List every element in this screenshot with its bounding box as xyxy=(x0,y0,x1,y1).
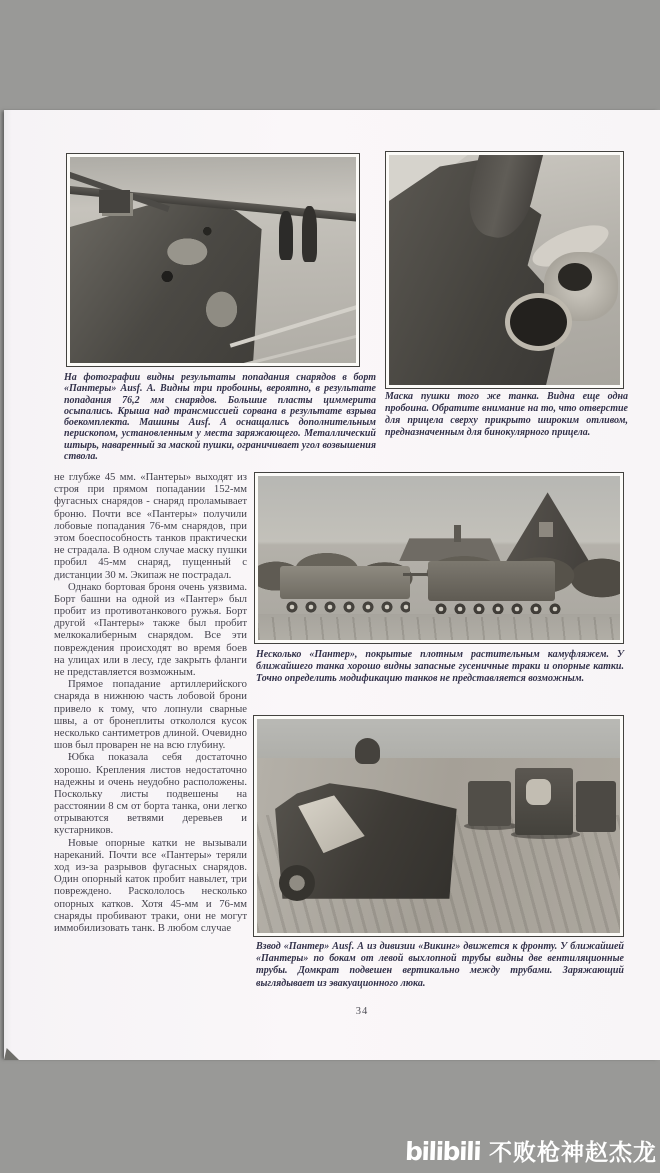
caption-top-right-photo: Маска пушки того же танка. Видна еще одна пробоина. Обратите внимание на то, что отверстие для прицела сверху прикрыто широким отливом, предназначенным для бинокулярного прицела. xyxy=(385,391,628,438)
photo-camouflaged-panthers-image xyxy=(258,476,620,640)
body-paragraph: не глубже 45 мм. «Пантеры» выходят из строя при прямом попадании 152-мм фугасных снарядов - снаряд проламывает броню. Почти все «Пантеры» получили лобовые попадания 76-мм снарядов, при этом боеспособность танков практически не страдала. В одном случае маску пушки пробил 45-мм снаряд, пущенный с дистанции 30 м. Экипаж не пострадал. xyxy=(54,471,247,581)
caption-middle-photo: Несколько «Пантер», покрытые плотным растительным камуфляжем. У ближайшего танка хорошо видны запасные гусеничные траки и опорные катки. Точно определить модификацию танков не представляется возможным. xyxy=(256,649,624,685)
photo-art-shell-hole xyxy=(505,293,573,351)
body-paragraph: Новые опорные катки не вызывали нареканий. Почти все «Пантеры» теряли ход из-за разрывов фугасных снарядов. Один опорный каток пробит навылет, три повреждено. Раскололось несколько опорных катков. Хотя 45-мм и 76-мм снаряды пробивают траки, они не могут иммобилизовать танк. В любом случае xyxy=(54,836,247,934)
photo-art-column-tank xyxy=(576,781,616,832)
photo-art-light-patch xyxy=(526,779,551,805)
page-number: 34 xyxy=(355,1006,369,1017)
watermark xyxy=(405,1134,657,1167)
photo-art-road-ruts xyxy=(258,617,620,640)
body-paragraph: Прямое попадание артиллерийского снаряда в нижнюю часть лобовой брони привело к тому, что лопнули сварные швы, а от бронеплиты откололся кусок несколько сантиметров длиной. Очевидно шов был проварен не на всю глубину. xyxy=(54,678,247,752)
caption-bottom-photo: Взвод «Пантер» Ausf. А из дивизии «Викинг» движется к фронту. У ближайшей «Пантеры» по бокам от левой выхлопной трубы видны две вентиляционные трубы. Домкрат подвешен вертикально между трубами. Заряжающий выглядывает из эвакуационного люка. xyxy=(256,941,624,989)
photo-art-column-tank xyxy=(468,781,512,826)
photo-panther-column-image xyxy=(257,719,620,933)
photo-panther-column xyxy=(253,715,624,937)
photo-art-chimney xyxy=(454,525,461,541)
photo-art-drive-wheel xyxy=(279,865,315,901)
body-text-column xyxy=(54,471,247,1007)
photo-art-sky xyxy=(257,719,620,762)
photo-art-roof-window xyxy=(539,522,553,537)
photo-art-soldier-figure xyxy=(279,211,293,260)
book-page xyxy=(4,110,660,1060)
photo-camouflaged-panthers xyxy=(254,472,624,644)
watermark-username: 不败枪神赵杰龙 xyxy=(489,1140,657,1166)
photo-art-soldier-figure xyxy=(302,206,318,262)
photo-art-tank-hull xyxy=(280,566,410,599)
photo-panther-side-hits-image xyxy=(70,157,356,363)
photo-panther-side-hits xyxy=(66,153,360,367)
photo-gun-mantlet xyxy=(385,151,624,389)
body-paragraph: Однако бортовая броня очень уязвима. Борт башни на одной из «Пантер» был пробит из противотанкового ружья. Борт другой «Пантеры» также был пробит мелкокалиберным снарядом. Все эти повреждения происходят во время боев на улицах или в лесу, где закрыть фланги не представляется возможным. xyxy=(54,580,247,678)
caption-top-left-photo: На фотографии видны результаты попадания снарядов в борт «Пантеры» Ausf. А. Видны три пробоины, вероятно, в результате попадания 76,2 мм снарядов. Большие пласты циммерита осыпались. Крыша над трансмиссией сорвана в результате взрыва боекомплекта. Машины Ausf. А оснащались дополнительным перископом, установленным у места заряжающего. Металлический штырь, наваренный за маской пушки, ограничивает угол возвышения ствола. xyxy=(64,372,376,463)
photo-art-tank-hull xyxy=(428,561,555,600)
photo-art-deck-box xyxy=(99,190,130,213)
bilibili-logo: bilibili xyxy=(404,1137,481,1166)
photo-art-crewman xyxy=(355,738,380,764)
page-corner-tear xyxy=(4,1048,19,1060)
photo-art-shell-hole xyxy=(558,263,593,291)
photo-gun-mantlet-image xyxy=(389,155,620,385)
body-paragraph: Юбка показала себя достаточно хорошо. Крепления листов недостаточно надежны и очень неудобно расположены. Поскольку листы подвешены на расстоянии 8 см от борта танка, они легко отрываются ветвями деревьев и кустарников. xyxy=(54,751,247,837)
